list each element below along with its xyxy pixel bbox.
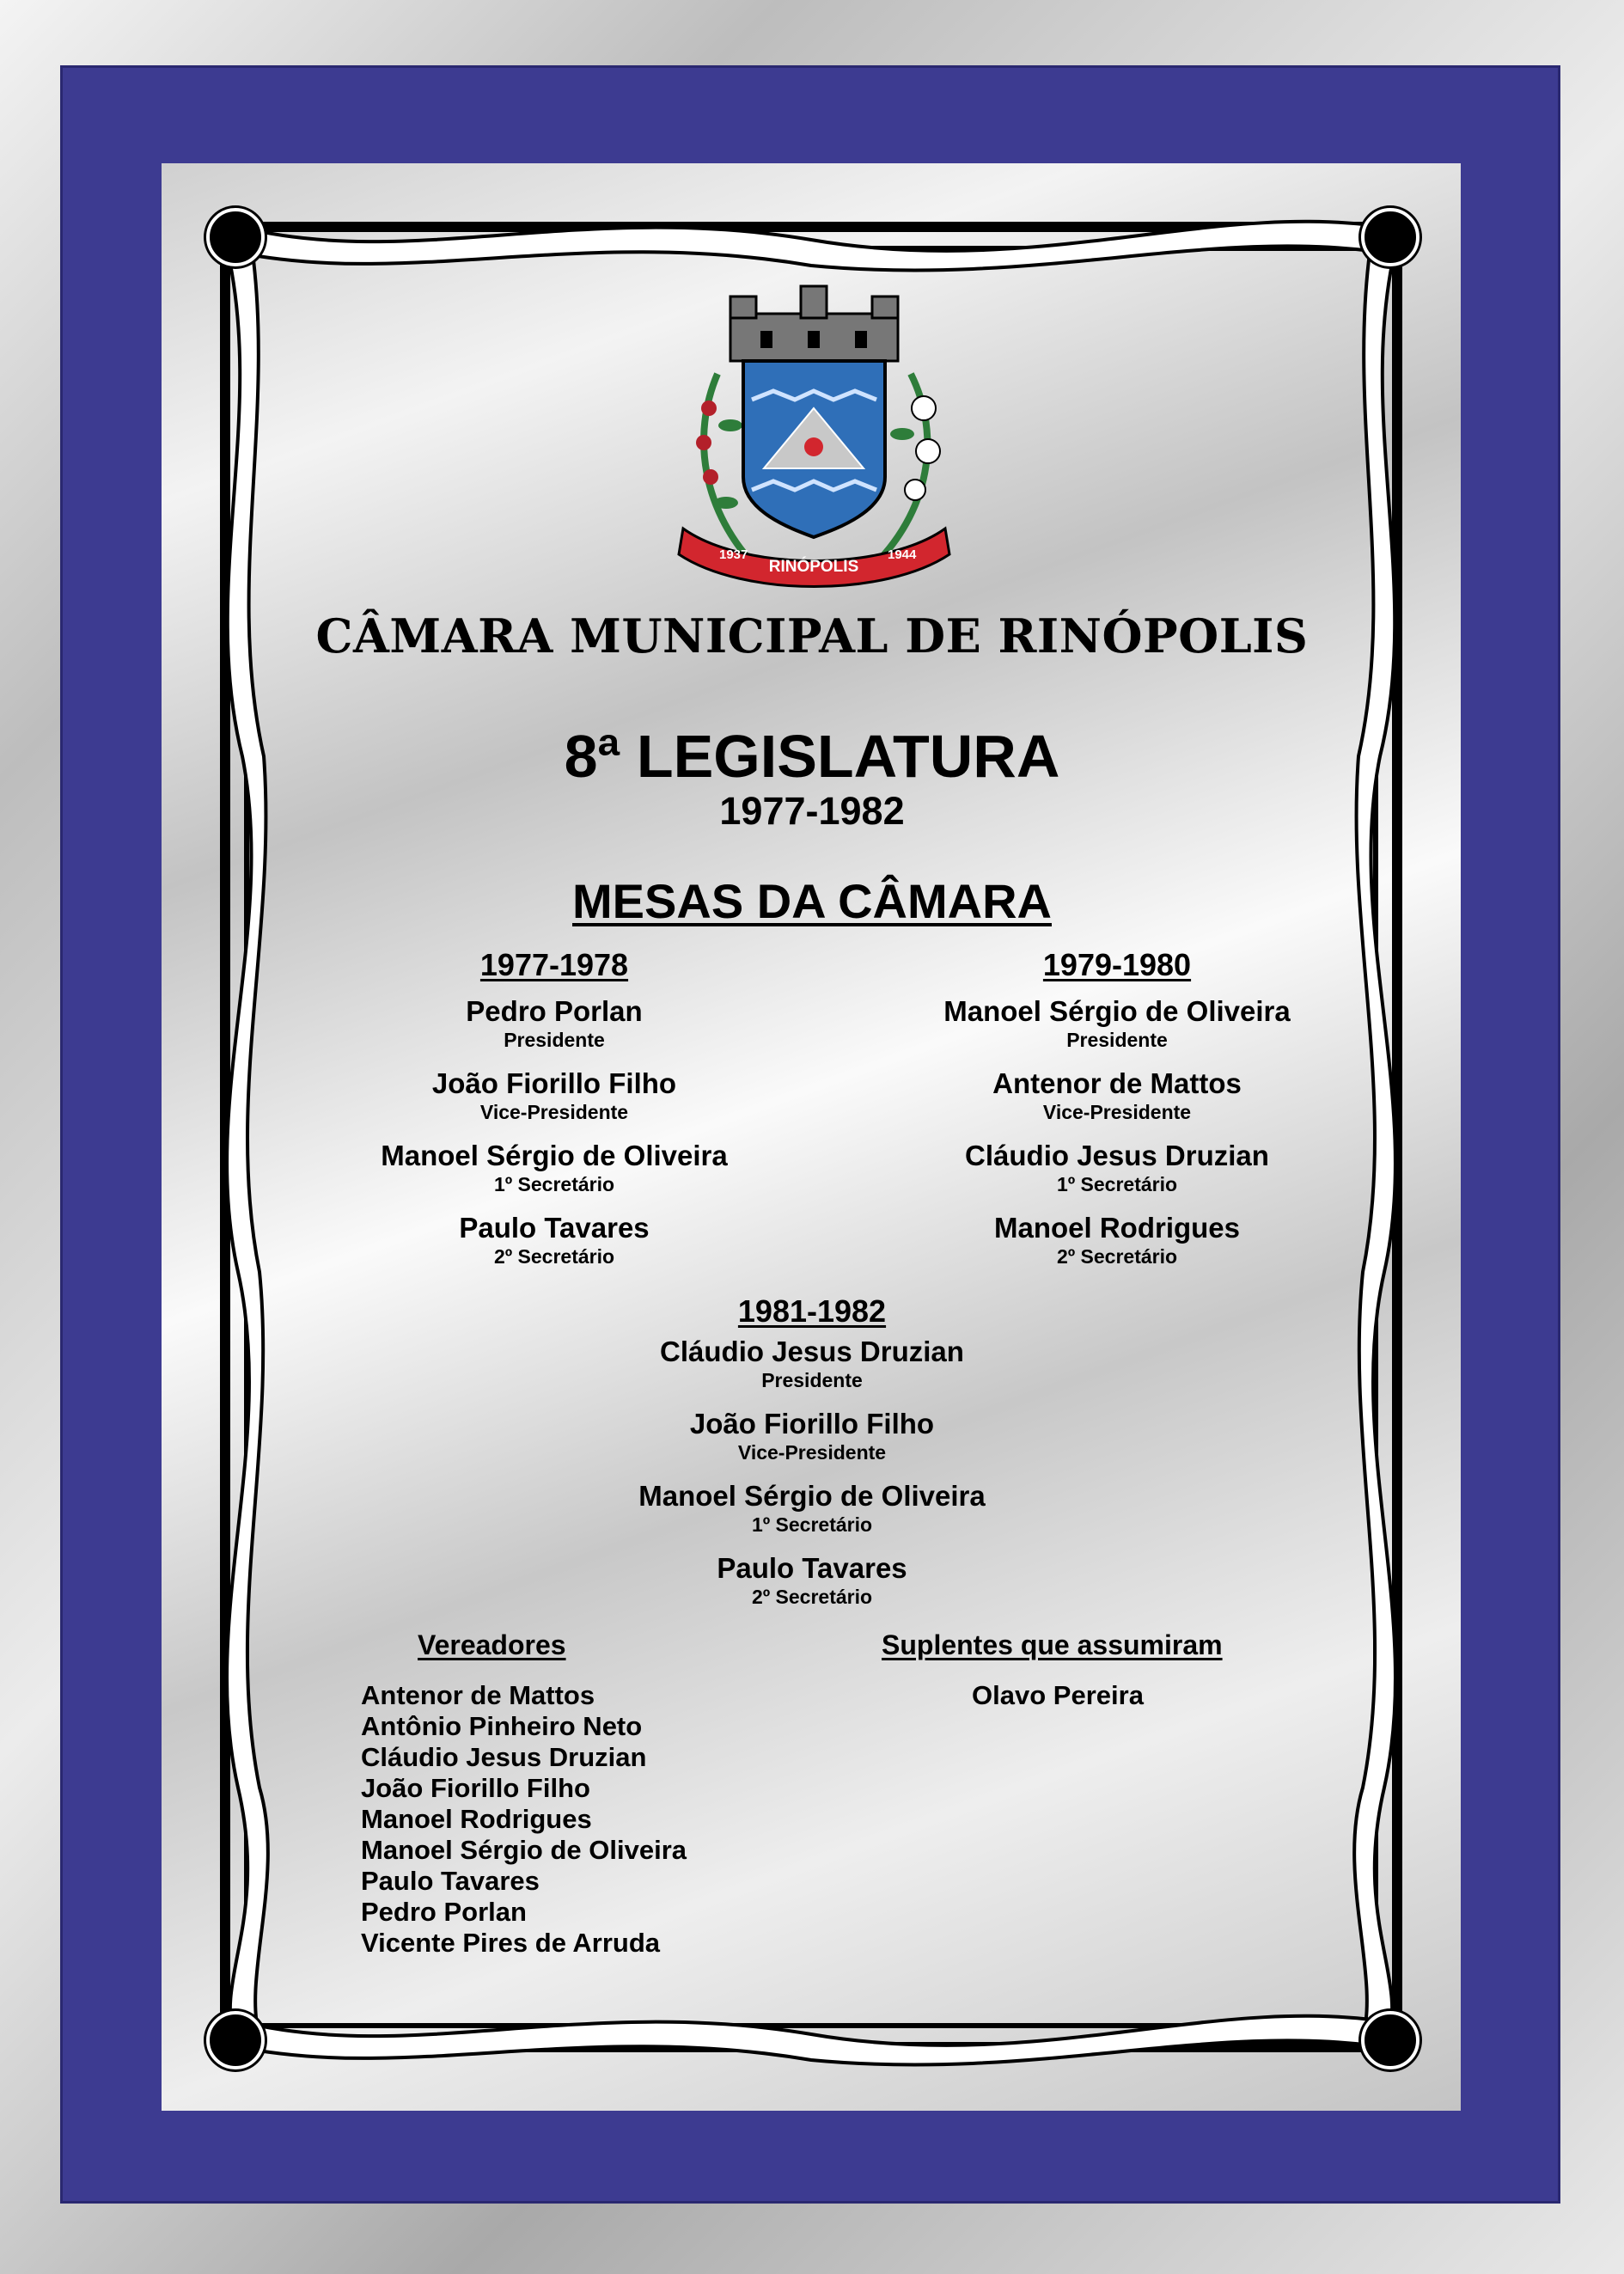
list-item: Antônio Pinheiro Neto [361,1711,643,1741]
list-item: Manoel Sérgio de Oliveira [361,1835,687,1865]
corner-knot-icon [1361,208,1419,266]
list-item: Cláudio Jesus Druzian [361,1742,647,1772]
board-member [876,995,1358,1067]
member-role: 2º Secretário [751,1586,873,1608]
board-member [314,1140,795,1212]
crest-year-left: 1937 [719,547,748,562]
member-role: Presidente [504,1029,605,1051]
member-name: Paulo Tavares [717,1552,907,1584]
board-member [876,1212,1358,1284]
crest-year-right: 1944 [888,547,917,562]
member-role: Presidente [1066,1029,1168,1051]
substitutes-heading: Suplentes que assumiram [882,1629,1223,1660]
board-1977-1978 [314,944,795,1284]
member-role: 1º Secretário [1056,1173,1178,1195]
mural-crown-icon [730,286,898,361]
member-name: Pedro Porlan [466,995,643,1027]
member-role: 1º Secretário [493,1173,615,1195]
member-role: Vice-Presidente [479,1101,629,1123]
board-period: 1981-1982 [737,1293,887,1329]
list-item: João Fiorillo Filho [361,1773,590,1803]
councillors-heading: Vereadores [418,1629,566,1660]
coat-of-arms-icon [666,279,962,606]
board-member [876,1140,1358,1212]
board-member [876,1067,1358,1140]
list-item: Vicente Pires de Arruda [361,1928,661,1958]
left-ribbon-icon [199,241,277,2037]
top-ribbon-icon [239,201,1383,278]
board-1981-1982 [571,1294,1053,1624]
member-role: Vice-Presidente [1042,1101,1192,1123]
member-role: Vice-Presidente [737,1441,887,1464]
member-role: 2º Secretário [493,1245,615,1268]
board-member [571,1480,1053,1552]
bottom-ribbon-icon [239,1996,1383,2073]
member-role: Presidente [761,1369,863,1391]
member-role: 2º Secretário [1056,1245,1178,1268]
council-title: CÂMARA MUNICIPAL DE RINÓPOLIS [315,608,1309,663]
councillors-list [361,1680,687,1959]
board-member [571,1552,1053,1624]
member-name: Manoel Sérgio de Oliveira [943,995,1291,1027]
board-1979-1980 [876,944,1358,1284]
board-period: 1977-1978 [479,947,629,982]
member-name: Antenor de Mattos [992,1067,1242,1099]
member-name: Cláudio Jesus Druzian [965,1140,1269,1171]
member-name: Paulo Tavares [459,1212,650,1244]
board-member [314,1067,795,1140]
list-item: Olavo Pereira [972,1680,1144,1710]
legislature-title: 8ª LEGISLATURA [564,723,1060,790]
member-name: João Fiorillo Filho [431,1067,677,1099]
list-item: Paulo Tavares [361,1866,540,1896]
board-member [571,1408,1053,1480]
substitutes-list [882,1680,1234,1711]
member-name: Cláudio Jesus Druzian [660,1336,964,1367]
corner-knot-icon [206,208,265,266]
board-member [314,1212,795,1284]
member-role: 1º Secretário [751,1513,873,1536]
list-item: Antenor de Mattos [361,1680,595,1710]
crest-banner-text: RINÓPOLIS [768,558,859,576]
board-period: 1979-1980 [1042,947,1192,982]
corner-knot-icon [206,2011,265,2069]
member-name: Manoel Sérgio de Oliveira [638,1480,986,1512]
member-name: Manoel Sérgio de Oliveira [381,1140,728,1171]
list-item: Manoel Rodrigues [361,1804,592,1834]
boards-heading: MESAS DA CÂMARA [572,874,1052,928]
list-item: Pedro Porlan [361,1897,527,1927]
board-member [314,995,795,1067]
legislature-years: 1977-1982 [719,789,905,833]
corner-knot-icon [1361,2011,1419,2069]
member-name: Manoel Rodrigues [993,1212,1241,1244]
board-member [571,1336,1053,1408]
member-name: João Fiorillo Filho [689,1408,935,1440]
